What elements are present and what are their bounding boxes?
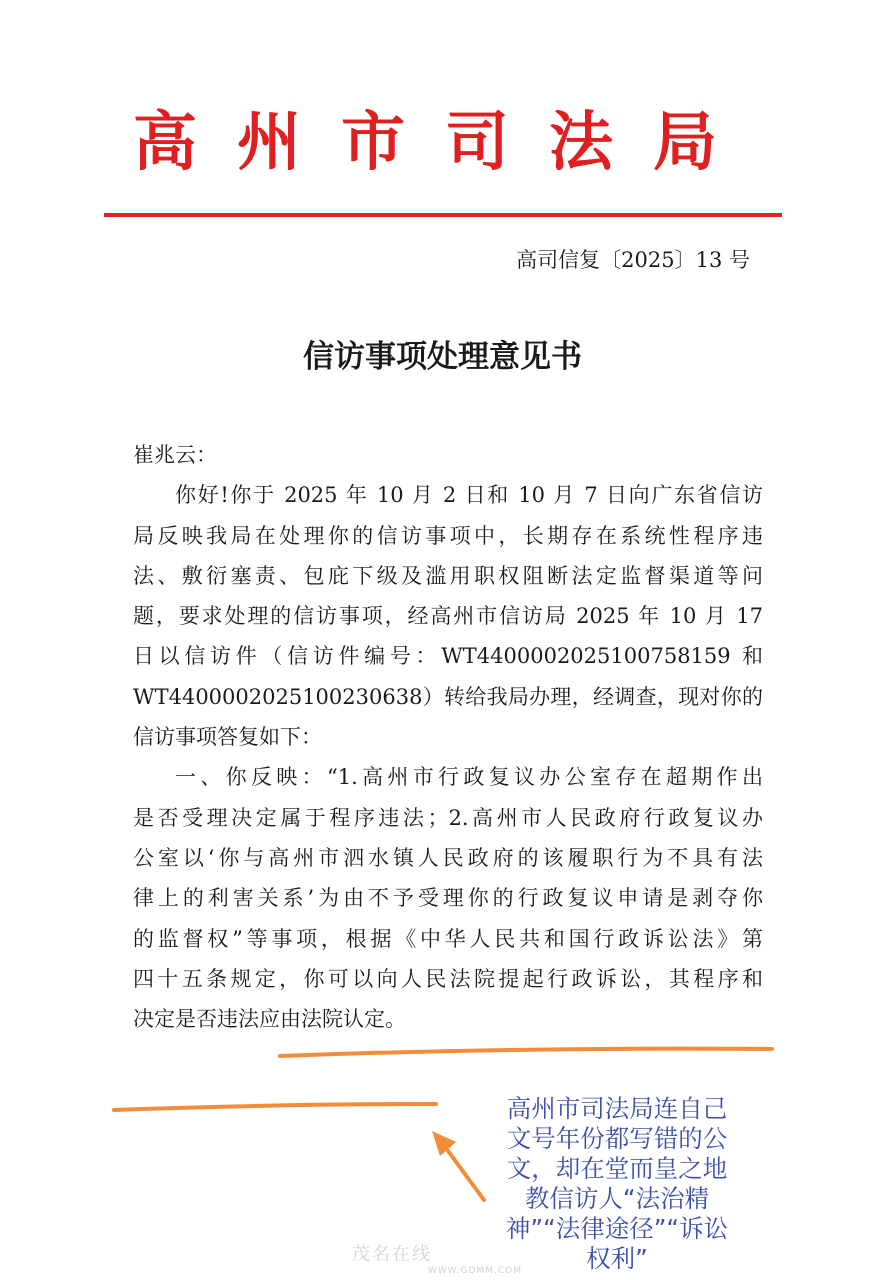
watermark-url: WWW.GDMM.COM xyxy=(428,1266,522,1276)
letterhead-title: 高州市司法局 xyxy=(133,105,757,180)
annotation-line: 文号年份都写错的公 xyxy=(506,1124,728,1153)
paragraph-1-line: 信访事项答复如下： xyxy=(133,725,322,750)
annotation-comment xyxy=(484,1094,750,1274)
paragraph-1-line: 日以信访件（信访件编号：WT4400002025100758159 和 xyxy=(133,644,763,669)
paragraph-1-line: 题，要求处理的信访事项，经高州市信访局 2025 年 10 月 17 xyxy=(133,604,763,629)
arrow-head-icon xyxy=(432,1131,456,1156)
paragraph-2-line: 是否受理决定属于程序违法；2.高州市人民政府行政复议办 xyxy=(133,805,763,830)
document-number: 高司信复〔2025〕13 号 xyxy=(516,248,750,272)
document-title: 信访事项处理意见书 xyxy=(303,339,582,375)
paragraph-2-line: 决定是否违法应由法院认定。 xyxy=(133,1007,406,1032)
salutation: 崔兆云： xyxy=(133,443,217,467)
highlight-underline-1 xyxy=(280,1049,772,1056)
paragraph-2-line: 四十五条规定，你可以向人民法院提起行政诉讼，其程序和 xyxy=(133,966,763,991)
paragraph-1-line: 局反映我局在处理你的信访事项中，长期存在系统性程序违 xyxy=(133,523,763,548)
annotation-line: 神”“法律途径”“诉讼 xyxy=(505,1214,729,1243)
paragraph-2-line: 一、你反映：“1.高州市行政复议办公室存在超期作出 xyxy=(175,765,763,790)
annotation-line: 高州市司法局连自己 xyxy=(506,1094,728,1123)
paragraph-1-line: 你好!你于 2025 年 10 月 2 日和 10 月 7 日向广东省信访 xyxy=(175,483,763,508)
paragraph-2-line: 的监督权”等事项，根据《中华人民共和国行政诉讼法》第 xyxy=(133,926,763,951)
annotation-line: 教信访人“法治精 xyxy=(524,1184,710,1213)
highlight-underline-2 xyxy=(114,1104,436,1110)
annotation-line: 权利” xyxy=(586,1244,648,1273)
annotation-line: 文，却在堂而皇之地 xyxy=(506,1154,728,1183)
paragraph-2-line: 公室以‘你与高州市泗水镇人民政府的该履职行为不具有法 xyxy=(133,845,763,870)
paragraph-1-line: 法、敷衍塞责、包庇下级及滥用职权阻断法定监督渠道等问 xyxy=(133,563,763,588)
paragraph-1-line: WT4400002025100230638）转给我局办理，经调查，现对你的 xyxy=(133,684,763,709)
watermark-logo: 茂名在线 xyxy=(352,1244,432,1265)
paragraph-2-line: 律上的利害关系’为由不予受理你的行政复议申请是剥夺你 xyxy=(133,886,763,911)
